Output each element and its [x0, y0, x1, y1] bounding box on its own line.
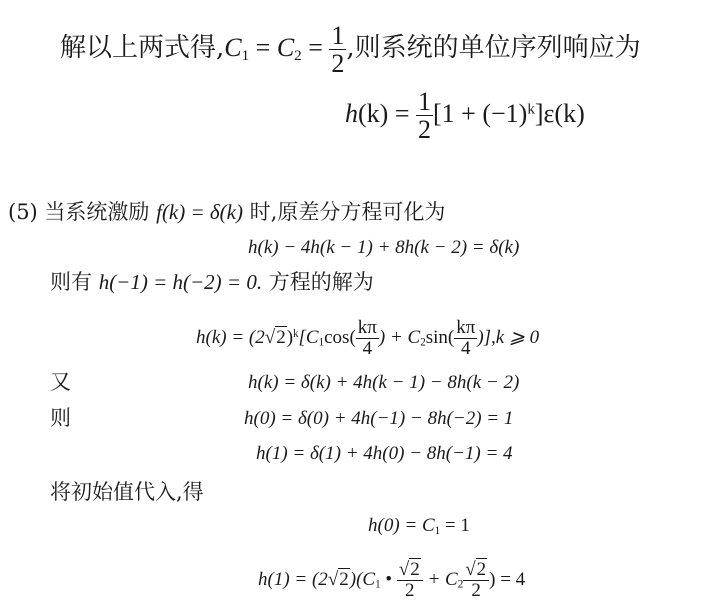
fraction-numerator: 1: [331, 21, 345, 50]
line-1: [60, 22, 641, 78]
line-4: [248, 238, 519, 257]
line5-text-a: 则有: [50, 270, 99, 294]
line3-text-b: 时,原差分方程可化为: [243, 200, 446, 224]
fraction-half: [329, 22, 346, 78]
c1-symbol: C: [224, 32, 242, 62]
eq-sign-1: =: [249, 32, 277, 62]
h-argument: (k): [358, 98, 389, 128]
solution-pre: h(k) = (2: [196, 326, 265, 348]
bracket-close: ]ε(k): [534, 98, 585, 128]
sqrt-2: √2: [327, 568, 349, 590]
line-11: $h(0) = C_1 = 1$: [368, 515, 470, 537]
recurrence-equation: h(k) = δ(k) + 4h(k − 1) − 8h(k − 2): [248, 372, 520, 393]
line-6: $h(k) = (2√2)^k[C_1\cos$( $\frac{k\pi}{4}$ ) + $C_2\sin$( $\frac{k\pi}{4}$ )],k ⩾ 0: [196, 317, 540, 359]
fraction-denominator: 2: [418, 115, 431, 145]
sqrt-2: √2: [264, 326, 286, 348]
line-10: 将初始值代入,得: [50, 480, 204, 504]
h0-equation: h(0) = δ(0) + 4h(−1) − 8h(−2) = 1: [244, 408, 514, 429]
line-3: [8, 202, 445, 223]
line1-text-pre: 解以上两式得,: [60, 32, 225, 63]
line-9: [256, 444, 513, 463]
c2-symbol: C: [276, 32, 295, 62]
h1-equation: h(1) = δ(1) + 4h(0) − 8h(−1) = 4: [256, 443, 513, 464]
fraction-half: [416, 88, 433, 144]
fraction-sqrt2-2-b: $\frac{√2}{2}$: [463, 560, 489, 601]
fraction-kpi-4-b: $\frac{k\pi}{4}$: [456, 317, 476, 359]
line-7: [248, 373, 519, 392]
difference-equation: h(k) − 4h(k − 1) + 8h(k − 2) = δ(k): [248, 237, 520, 258]
item-index: (5): [8, 200, 38, 224]
eq-sign-2: =: [301, 32, 330, 62]
eq-sign: =: [388, 98, 416, 128]
fraction-denominator: 2: [331, 49, 345, 79]
c2-subscript: 2: [294, 47, 302, 64]
line-8-label: 则: [50, 406, 71, 430]
line1-text-post: ,则系统的单位序列响应为: [346, 32, 641, 63]
fraction-sqrt2-2-a: $\frac{√2}{2}$: [397, 560, 423, 601]
solution-tail: )],k ⩾ 0: [477, 326, 540, 348]
fraction-kpi-4-a: $\frac{k\pi}{4}$: [357, 317, 377, 359]
c1-subscript: 1: [241, 47, 250, 64]
line5-text-b: 方程的解为: [262, 270, 374, 294]
line-8: [244, 409, 513, 428]
h-symbol: h: [345, 98, 358, 128]
line-2: [345, 88, 585, 144]
cos-function: cos(: [324, 326, 356, 348]
line-7-label: 又: [50, 370, 71, 394]
sin-function: sin(: [425, 326, 455, 348]
line-12: $h(1) = (2√2)(C_1$ • $\frac{√2}{2}$ + $C_2$ $\frac{√2}{2}$ ) = 4: [258, 559, 526, 601]
fraction-numerator: 1: [418, 87, 431, 116]
line3-math: f(k) = δ(k): [156, 200, 243, 224]
line3-text-a: 当系统激励: [37, 200, 157, 224]
power-k: k: [527, 101, 535, 118]
line-5: [50, 272, 374, 293]
bracket-open: [1 + (−1): [433, 98, 528, 128]
power-k: k: [293, 327, 299, 340]
initial-conditions: h(−1) = h(−2) = 0.: [98, 270, 263, 294]
